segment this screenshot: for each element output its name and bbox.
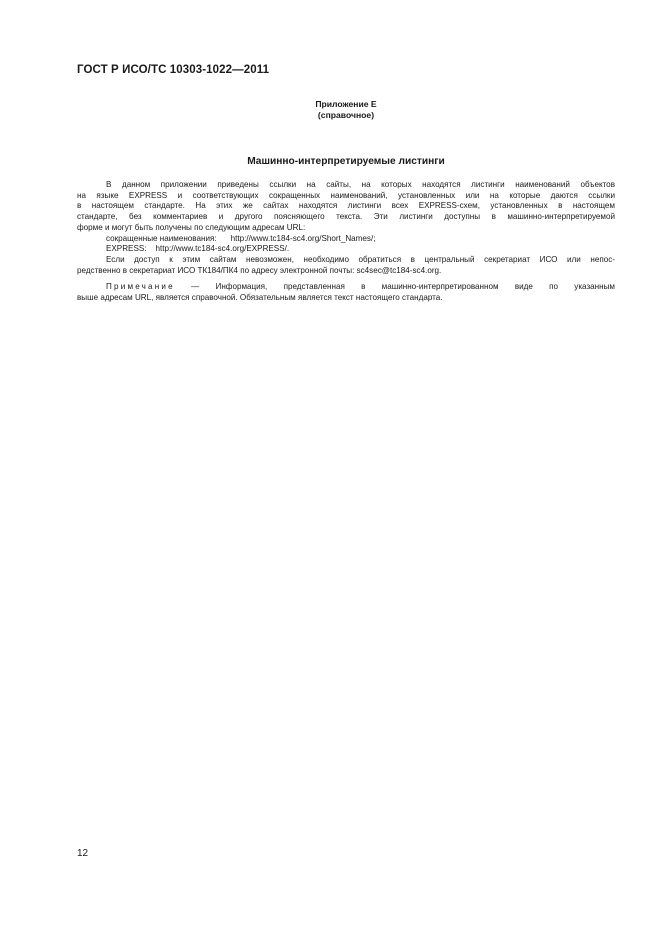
annex-type: (справочное)	[317, 110, 375, 120]
short-names-label: сокращенные наименования:	[106, 233, 217, 243]
text-line: в настоящем стандарте. На этих же сайтах находятся листинги всех EXPRESS-схем, установленных в настоящем	[77, 201, 615, 211]
page-number: 12	[77, 848, 89, 859]
express-label: EXPRESS:	[106, 244, 147, 254]
express-entry	[77, 244, 615, 255]
paragraph-intro	[77, 180, 615, 234]
short-names-url: http://www.tc184-sc4.org/Short_Names/;	[230, 233, 376, 243]
express-url: http://www.tc184-sc4.org/EXPRESS/.	[155, 244, 290, 254]
body-text	[77, 180, 615, 304]
text-line: В данном приложении приведены ссылки на сайты, на которых находятся листинги наименований объектов	[106, 180, 615, 189]
short-names-line	[77, 234, 615, 245]
note-line: выше адресам URL, является справочной. Обязательным является текст настоящего стандарта.	[77, 293, 443, 303]
annex-title: Приложение Е	[315, 99, 377, 109]
short-names-entry	[77, 234, 615, 245]
note-paragraph	[77, 282, 615, 303]
text-line: редственно в секретариат ИСО ТК184/ПК4 по адресу электронной почты: sc4sec@tc184-sc4.org.	[77, 265, 442, 275]
note-label: Примечание	[106, 282, 175, 292]
note-line	[77, 282, 615, 293]
text-line: стандарте, без комментариев и другого поясняющего текста. Эти листинги доступны в машинно-интерпретируемой	[77, 212, 615, 222]
text-line: форме и могут быть получены по следующим адресам URL:	[77, 222, 306, 232]
express-line	[77, 244, 615, 255]
annex-heading	[0, 99, 661, 121]
section-title: Машинно-интерпретируемые листинги	[247, 156, 445, 167]
standard-code-header: ГОСТ Р ИСО/ТС 10303-1022—2011	[77, 64, 270, 76]
text-line: на языке EXPRESS и соответствующих сокращенных наименований, установленных или на которые даются ссылки	[77, 190, 615, 200]
text-line: Если доступ к этим сайтам невозможен, необходимо обратиться в центральный секретариат ИСО или непос-	[106, 254, 615, 264]
note-text: — Информация, представленная в машинно-интерпретированном виде по указанным	[191, 282, 615, 292]
paragraph-access	[77, 255, 615, 276]
